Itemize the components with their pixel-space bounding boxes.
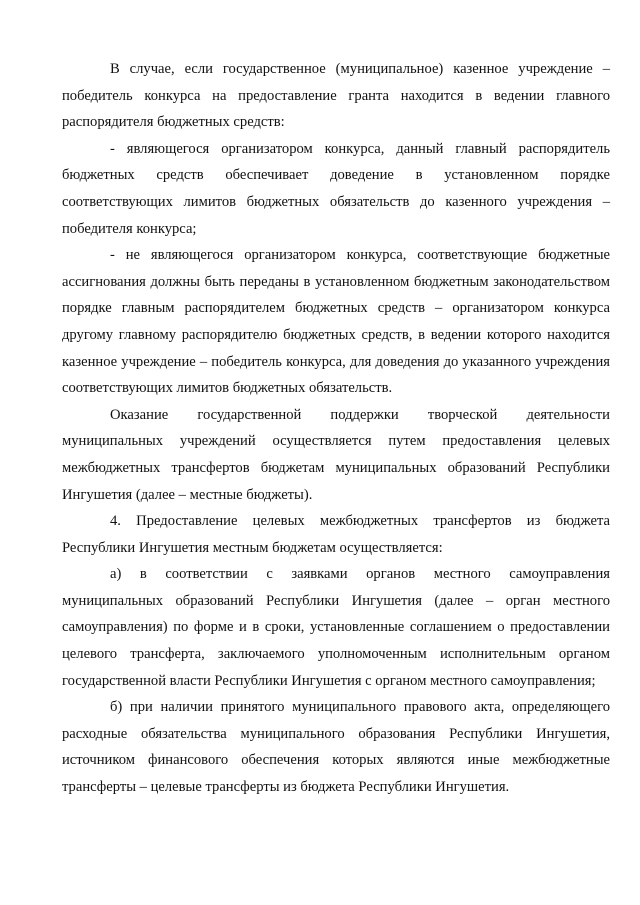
paragraph-non-organizer-case: - не являющегося организатором конкурса, соответствующие бюджетные ассигнования должны быть переданы в установленном бюджетным законодательством порядке главным распорядителем бюджетных средств – организатором конкурса другому главному распорядителю бюджетных средств, в ведении которого находится казенное учреждение – победитель конкурса, для доведения до указанного учреждения соответствующих лимитов бюджетных обязательств. bbox=[62, 247, 610, 397]
paragraph-organizer-case: - являющегося организатором конкурса, данный главный распорядитель бюджетных средств обеспечивает доведение в установленном порядке соответствующих лимитов бюджетных обязательств до казенного учреждения – победителя конкурса; bbox=[62, 140, 610, 237]
paragraph-kazennoe-uchrezhdenie: В случае, если государственное (муниципальное) казенное учреждение – победитель конкурса на предоставление гранта находится в ведении главного распорядителя бюджетных средств: bbox=[62, 61, 610, 131]
paragraph-item-4b: б) при наличии принятого муниципального правового акта, определяющего расходные обязательства муниципального образования Республики Ингушетия, источником финансового обеспечения которых являются иные межбюджетные трансферты – целевые трансферты из бюджета Республики Ингушетия. bbox=[62, 699, 610, 796]
document-page bbox=[62, 56, 610, 801]
paragraph-item-4: 4. Предоставление целевых межбюджетных трансфертов из бюджета Республики Ингушетия местным бюджетам осуществляется: bbox=[62, 513, 610, 556]
paragraph-item-4a: а) в соответствии с заявками органов местного самоуправления муниципальных образований Республики Ингушетия (далее – орган местного самоуправления) по форме и в сроки, установленные соглашением о предоставлении целевого трансферта, заключаемого уполномоченным исполнительным органом государственной власти Республики Ингушетия с органом местного самоуправления; bbox=[62, 566, 610, 689]
paragraph-state-support: Оказание государственной поддержки творческой деятельности муниципальных учреждений осуществляется путем предоставления целевых межбюджетных трансфертов бюджетам муниципальных образований Республики Ингушетия (далее – местные бюджеты). bbox=[62, 406, 610, 503]
